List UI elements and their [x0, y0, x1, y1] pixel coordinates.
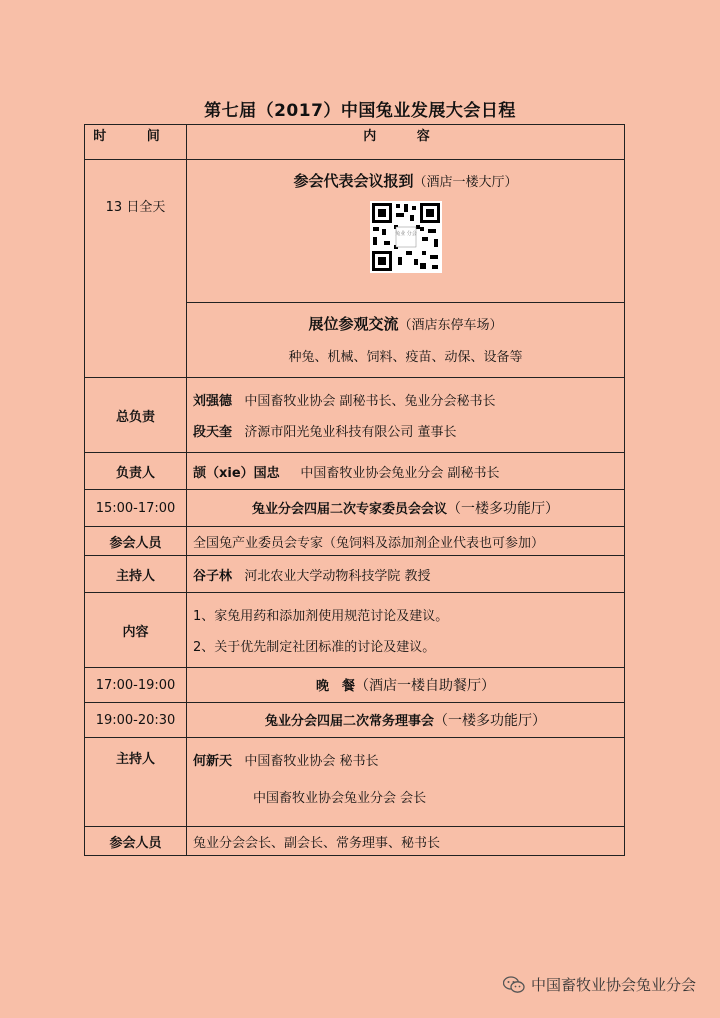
council-location: （一楼多功能厅） — [434, 713, 546, 729]
day1-time: 13 日全天 — [85, 160, 187, 378]
registration-location: （酒店一楼大厅） — [413, 175, 518, 190]
table-row — [85, 827, 625, 856]
expert-attendees: 全国兔产业委员会专家（兔饲料及添加剂企业代表也可参加） — [187, 527, 625, 556]
council-title-cell — [187, 703, 625, 738]
expert-title-cell — [187, 490, 625, 527]
general-cell — [187, 378, 625, 453]
responsible-name: 颉（xie）国忠 — [193, 465, 280, 481]
table-row — [85, 160, 625, 303]
registration-title: 参会代表会议报到 — [293, 172, 414, 190]
wechat-icon — [503, 976, 525, 994]
responsible-cell — [187, 453, 625, 490]
qr-code-icon[interactable] — [370, 201, 442, 273]
responsible-label: 负责人 — [85, 453, 187, 490]
council-host-role-1: 中国畜牧业协会 秘书长 — [244, 754, 379, 769]
exhibit-items: 种兔、机械、饲料、疫苗、动保、设备等 — [288, 350, 523, 365]
header-content: 内 容 — [187, 125, 625, 160]
dinner-title: 晚 餐 — [315, 679, 355, 694]
council-attendees-label: 参会人员 — [85, 827, 187, 856]
header-time: 时 间 — [85, 125, 187, 160]
expert-attendees-label: 参会人员 — [85, 527, 187, 556]
table-row — [85, 738, 625, 827]
table-row — [85, 703, 625, 738]
expert-host-role: 河北农业大学动物科技学院 教授 — [244, 568, 431, 584]
expert-content-cell — [187, 593, 625, 668]
expert-title: 兔业分会四届二次专家委员会会议 — [251, 502, 447, 517]
exhibit-cell — [187, 303, 625, 378]
dinner-cell — [187, 668, 625, 703]
table-row — [85, 668, 625, 703]
table-row — [85, 527, 625, 556]
registration-cell — [187, 160, 625, 303]
responsible-role: 中国畜牧业协会兔业分会 副秘书长 — [300, 465, 500, 481]
table-row — [85, 556, 625, 593]
expert-content-label: 内容 — [85, 593, 187, 668]
dinner-time: 17:00-19:00 — [85, 668, 187, 703]
council-host-name: 何新天 — [193, 754, 233, 769]
council-host-label: 主持人 — [85, 738, 187, 827]
table-row — [85, 453, 625, 490]
page-title: 第七届（2017）中国兔业发展大会日程 — [204, 101, 516, 121]
schedule-table — [84, 124, 625, 856]
expert-host-cell — [187, 556, 625, 593]
general-p2-name: 段天奎 — [193, 425, 233, 440]
table-row — [85, 490, 625, 527]
table-row — [85, 378, 625, 453]
qr-center-label: 兔业 分会 — [394, 231, 417, 237]
council-host-role-2: 中国畜牧业协会兔业分会 会长 — [253, 791, 427, 806]
expert-time: 15:00-17:00 — [85, 490, 187, 527]
exhibit-location: （酒店东停车场） — [398, 318, 503, 333]
general-p1-name: 刘强德 — [193, 394, 233, 409]
table-header-row — [85, 125, 625, 160]
expert-location: （一楼多功能厅） — [447, 501, 559, 517]
expert-host-name: 谷子林 — [193, 568, 233, 584]
general-p2-role: 济源市阳光兔业科技有限公司 董事长 — [244, 425, 457, 440]
council-time: 19:00-20:30 — [85, 703, 187, 738]
expert-item-1: 1、家兔用药和添加剂使用规范讨论及建议。 — [193, 609, 449, 624]
council-title: 兔业分会四届二次常务理事会 — [264, 714, 434, 729]
council-attendees: 兔业分会会长、副会长、常务理事、秘书长 — [187, 827, 625, 856]
general-p1-role: 中国畜牧业协会 副秘书长、兔业分会秘书长 — [244, 394, 496, 409]
exhibit-title: 展位参观交流 — [308, 315, 399, 333]
council-host-cell — [187, 738, 625, 827]
general-label: 总负责 — [85, 378, 187, 453]
footer-watermark — [503, 974, 696, 995]
footer-text: 中国畜牧业协会兔业分会 — [530, 976, 696, 994]
table-row — [85, 593, 625, 668]
expert-item-2: 2、关于优先制定社团标准的讨论及建议。 — [193, 640, 436, 655]
dinner-location: （酒店一楼自助餐厅） — [355, 678, 495, 694]
expert-host-label: 主持人 — [85, 556, 187, 593]
